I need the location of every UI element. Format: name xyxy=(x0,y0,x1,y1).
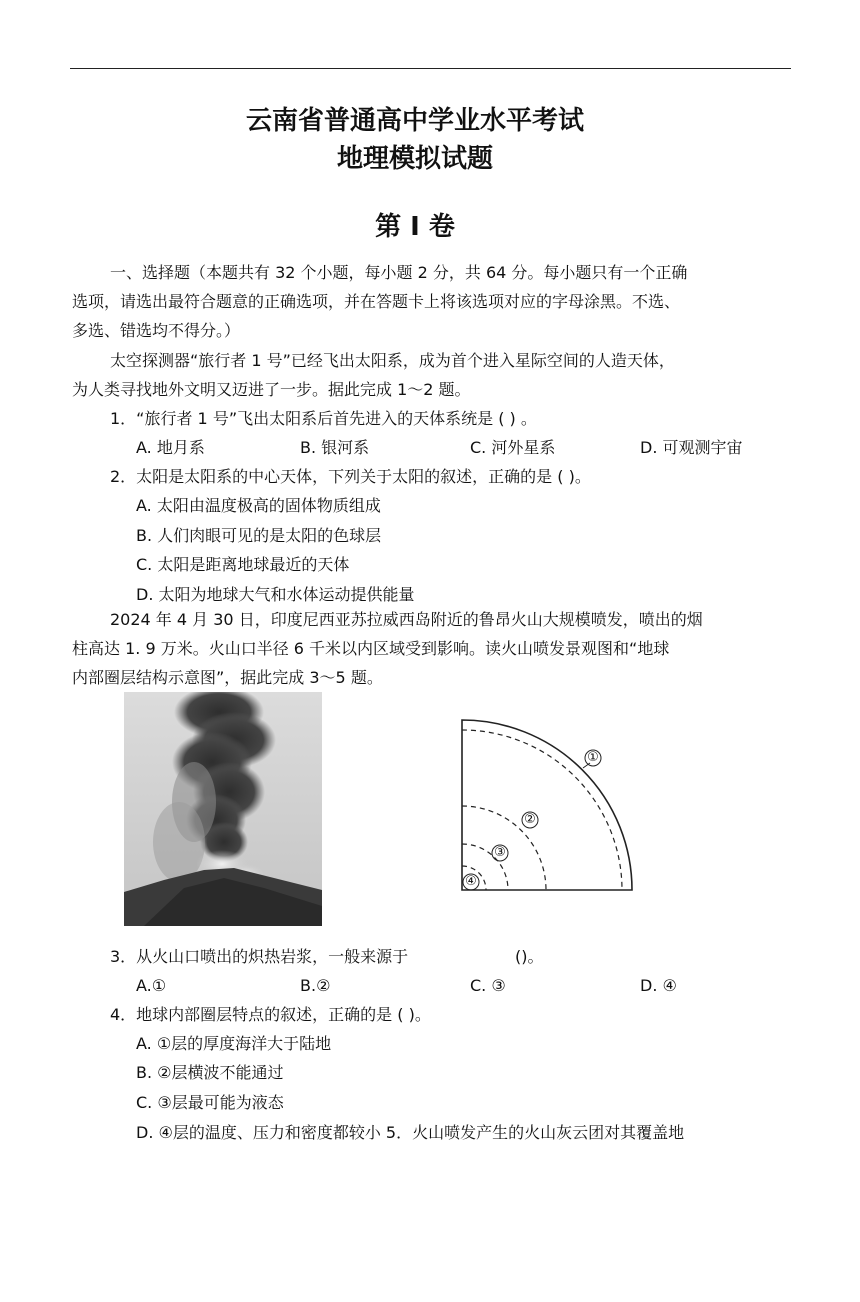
q2-option-a: A. 太阳由温度极高的固体物质组成 xyxy=(136,496,381,515)
q4-option-b: B. ②层横波不能通过 xyxy=(136,1063,284,1082)
q3-stem: 3．从火山口喷出的炽热岩浆，一般来源于 xyxy=(110,947,409,966)
q1-option-c: C. 河外星系 xyxy=(470,438,556,457)
q2-option-c: C. 太阳是距离地球最近的天体 xyxy=(136,555,350,574)
instructions-line-1: 一、选择题（本题共有 32 个小题，每小题 2 分，共 64 分。每小题只有一个正确 xyxy=(110,263,688,282)
q3-option-b: B.② xyxy=(300,976,331,995)
q1-option-a: A. 地月系 xyxy=(136,438,205,457)
q1-option-b: B. 银河系 xyxy=(300,438,370,457)
layer-label-1: ① xyxy=(587,750,599,765)
instructions-line-2: 选项，请选出最符合题意的正确选项，并在答题卡上将该选项对应的字母涂黑。不选、 xyxy=(72,292,681,311)
volume-heading: 第 I 卷 xyxy=(375,212,455,242)
q4-option-c: C. ③层最可能为液态 xyxy=(136,1093,284,1112)
q4-option-d: D. ④层的温度、压力和密度都较小 5．火山喷发产生的火山灰云团对其覆盖地 xyxy=(136,1123,685,1142)
q1-stem: 1．“旅行者 1 号”飞出太阳系后首先进入的天体系统是 ( ) 。 xyxy=(110,409,537,428)
q4-option-a: A. ①层的厚度海洋大于陆地 xyxy=(136,1034,332,1053)
layer-label-3: ③ xyxy=(494,845,506,860)
q2-option-d: D. 太阳为地球大气和水体运动提供能量 xyxy=(136,585,415,604)
layer-label-2: ② xyxy=(524,812,536,827)
passage2-line-1: 2024 年 4 月 30 日，印度尼西亚苏拉威西岛附近的鲁昂火山大规模喷发，喷出的烟 xyxy=(110,610,703,629)
layer-label-4: ④ xyxy=(465,874,477,889)
passage1-line-2: 为人类寻找地外文明又迈进了一步。据此完成 1～2 题。 xyxy=(72,380,471,399)
header-rule xyxy=(70,68,791,69)
q4-stem: 4．地球内部圈层特点的叙述，正确的是 ( )。 xyxy=(110,1005,431,1024)
q3-paren: ()。 xyxy=(515,947,544,966)
q3-option-c: C. ③ xyxy=(470,976,506,995)
earth-interior-diagram xyxy=(450,708,650,898)
q1-option-d: D. 可观测宇宙 xyxy=(640,438,743,457)
q3-option-d: D. ④ xyxy=(640,976,677,995)
volcano-eruption-photo xyxy=(124,692,322,926)
q3-option-a: A.① xyxy=(136,976,167,995)
exam-title: 云南省普通高中学业水平考试 xyxy=(245,106,584,136)
passage1-line-1: 太空探测器“旅行者 1 号”已经飞出太阳系，成为首个进入星际空间的人造天体， xyxy=(110,351,675,370)
passage2-line-2: 柱高达 1. 9 万米。火山口半径 6 千米以内区域受到影响。读火山喷发景观图和“地球 xyxy=(72,639,670,658)
exam-subtitle: 地理模拟试题 xyxy=(336,144,493,174)
q2-option-b: B. 人们肉眼可见的是太阳的色球层 xyxy=(136,526,382,545)
instructions-line-3: 多选、错选均不得分。） xyxy=(72,321,241,340)
passage2-line-3: 内部圈层结构示意图”，据此完成 3～5 题。 xyxy=(72,668,383,687)
q2-stem: 2．太阳是太阳系的中心天体，下列关于太阳的叙述，正确的是 ( )。 xyxy=(110,467,591,486)
